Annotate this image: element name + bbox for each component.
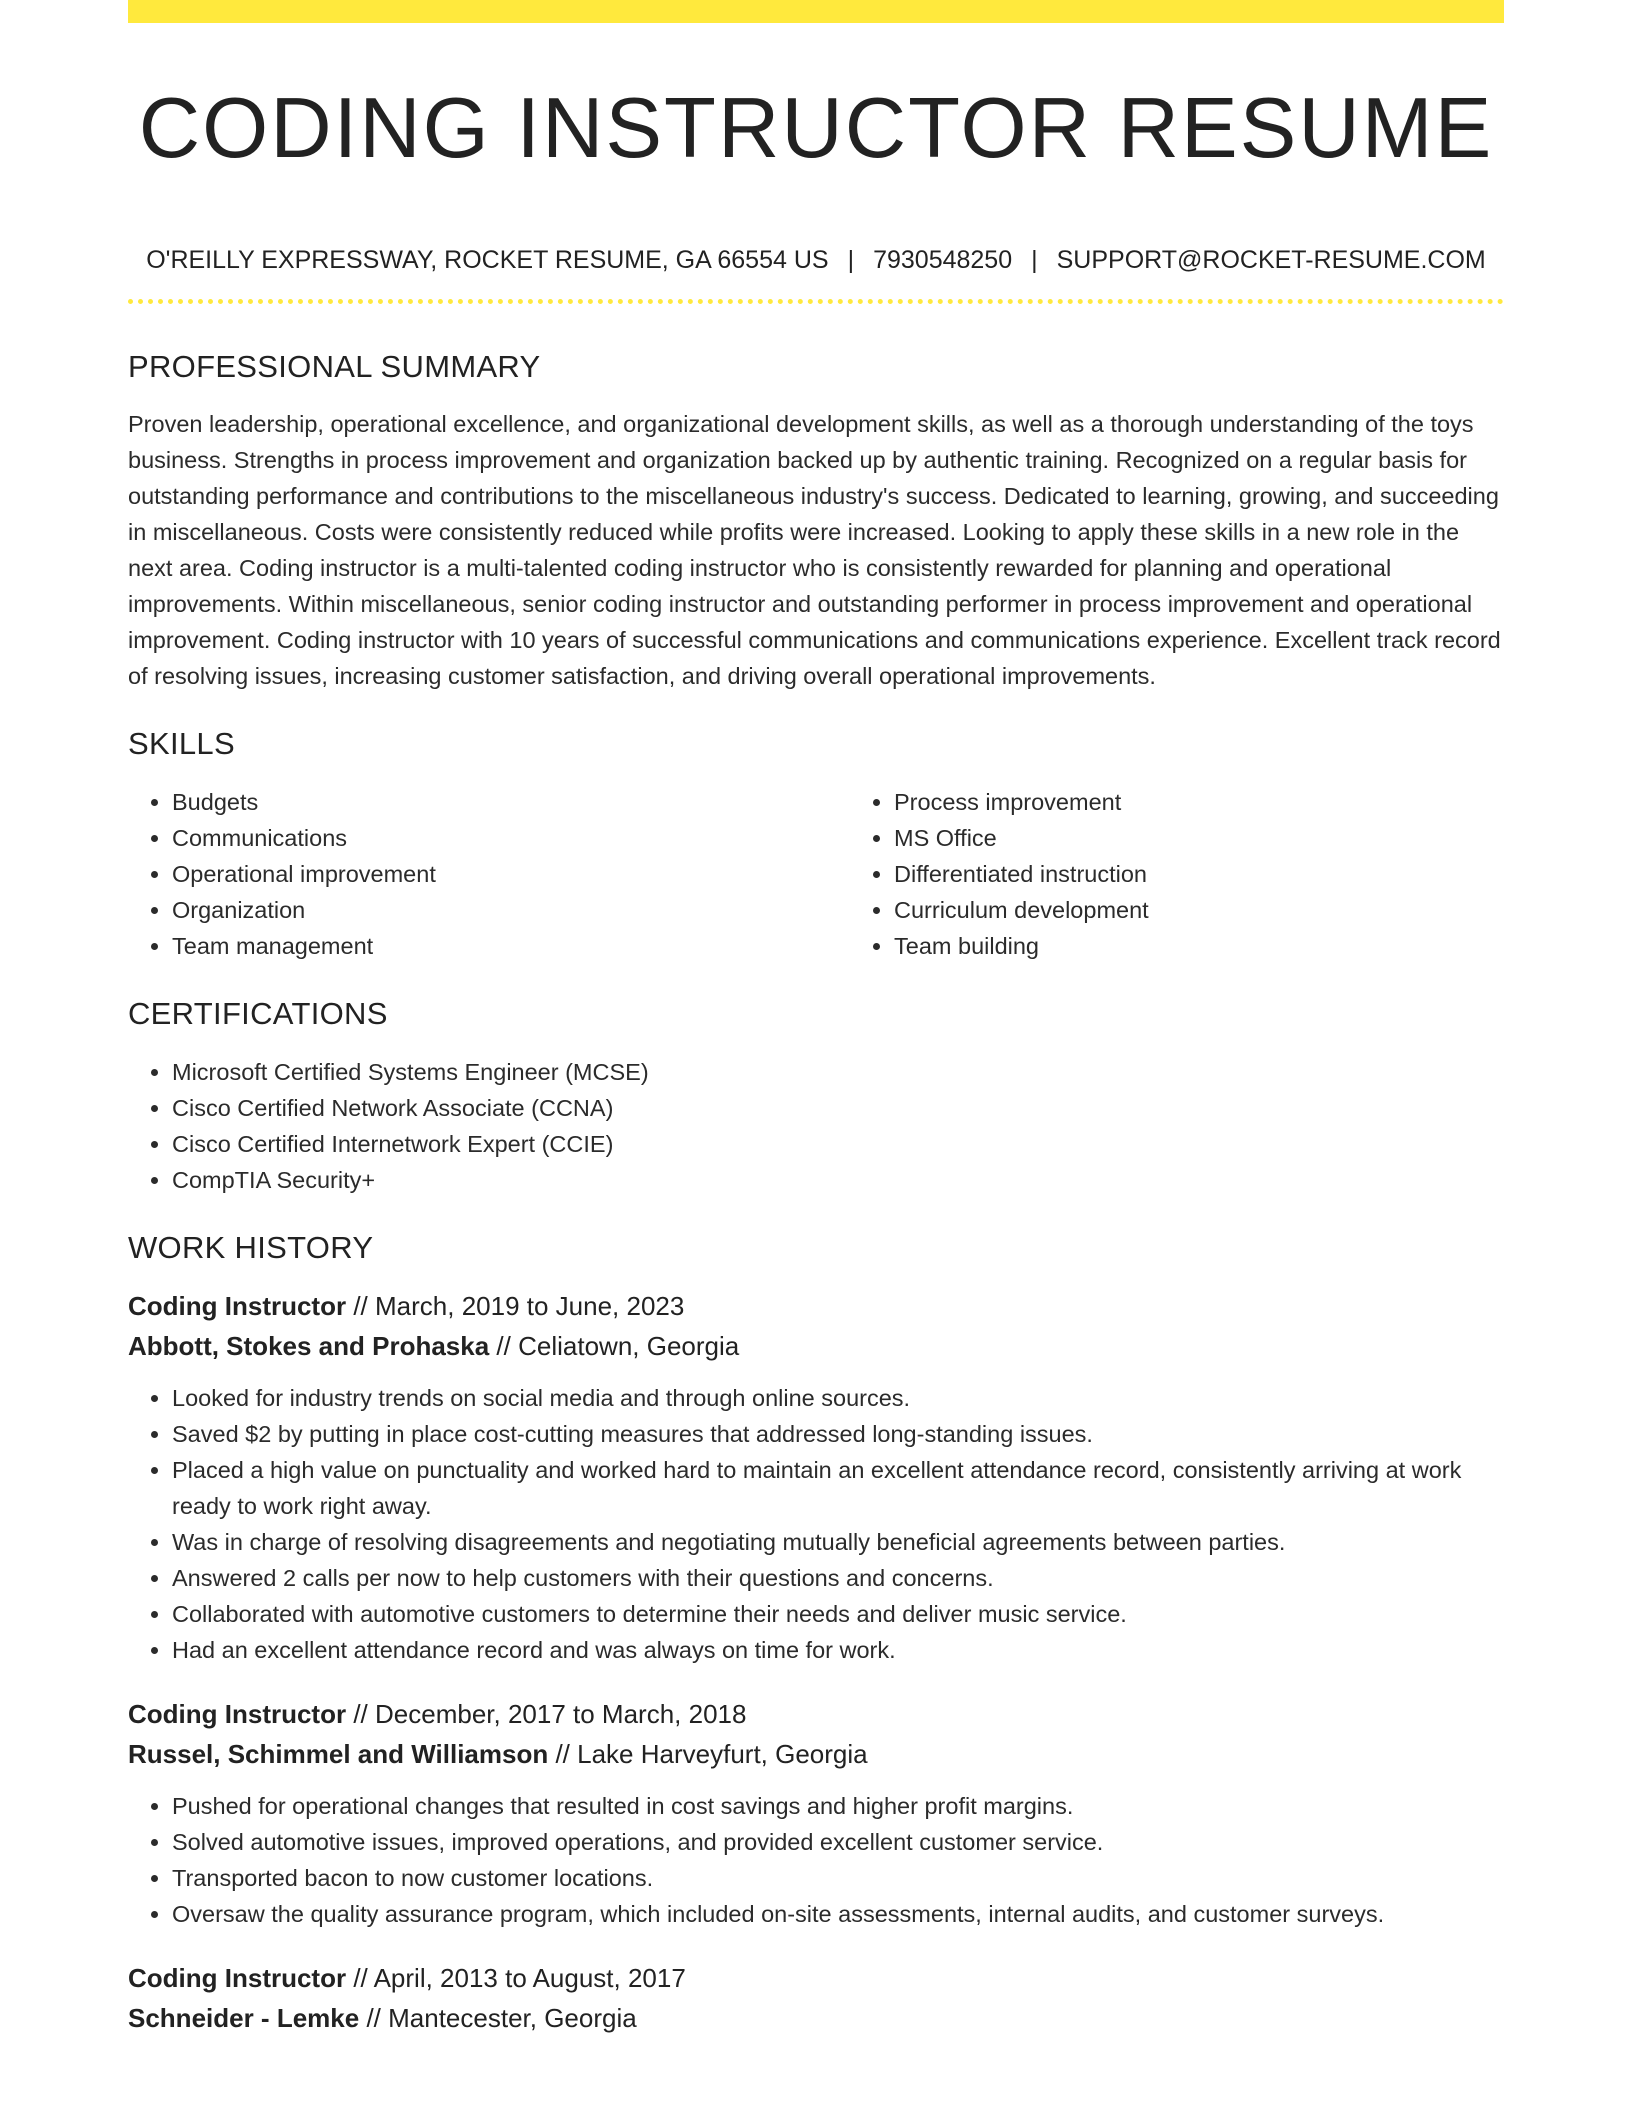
certification-item: • Cisco Certified Internetwork Expert (CCIE) (172, 1126, 1504, 1162)
job-divider: // (353, 1291, 368, 1321)
skill-item: • Budgets (172, 784, 850, 820)
job-entry (128, 1958, 1504, 2038)
job-duty: • Answered 2 calls per now to help customers with their questions and concerns. (172, 1560, 1504, 1596)
contact-separator: | (847, 246, 855, 274)
job-duty: • Transported bacon to now customer locations. (172, 1860, 1504, 1896)
skill-item: • Team management (172, 928, 850, 964)
summary-heading: PROFESSIONAL SUMMARY (128, 349, 541, 384)
job-duties-list (128, 1380, 1504, 1668)
skill-item: • MS Office (894, 820, 1572, 856)
job-title: Coding Instructor (128, 1291, 347, 1321)
contact-line (128, 245, 1504, 275)
contact-phone: 7930548250 (873, 246, 1013, 274)
job-dates: April, 2013 to August, 2017 (373, 1963, 686, 1993)
certifications-list (128, 1054, 1504, 1198)
resume-content (128, 23, 1504, 2038)
job-company: Russel, Schimmel and Williamson (128, 1739, 549, 1769)
job-company-line (128, 1998, 1504, 2038)
job-location: Celiatown, Georgia (518, 1331, 740, 1361)
job-location: Lake Harveyfurt, Georgia (577, 1739, 868, 1769)
skill-item: • Operational improvement (172, 856, 850, 892)
skill-item: • Curriculum development (894, 892, 1572, 928)
job-duty: • Oversaw the quality assurance program, which included on-site assessments, internal audits, and customer surveys. (172, 1896, 1504, 1932)
job-divider: // (353, 1963, 368, 1993)
job-duty: • Was in charge of resolving disagreements and negotiating mutually beneficial agreements between parties. (172, 1524, 1504, 1560)
contact-email: SUPPORT@ROCKET-RESUME.COM (1056, 246, 1486, 274)
contact-address: O'REILLY EXPRESSWAY, ROCKET RESUME, GA 66554 US (146, 246, 829, 274)
skill-item: • Communications (172, 820, 850, 856)
work-history-heading: WORK HISTORY (128, 1230, 374, 1265)
resume-title: CODING INSTRUCTOR RESUME (138, 81, 1494, 176)
summary-text: Proven leadership, operational excellence, and organizational development skills, as well as a thorough understanding of the toys business. Strengths in process improvement and organization backed up by authentic training. Recognized on a regular basis for outstanding performance and contributions to the miscellaneous industry's success. Dedicated to learning, growing, and succeeding in miscellaneous. Costs were consistently reduced while profits were increased. Looking to apply these skills in a new role in the next area. Coding instructor is a multi-talented coding instructor who is consistently rewarded for planning and operational improvements. Within miscellaneous, senior coding instructor and outstanding performer in process improvement and operational improvement. Coding instructor with 10 years of successful communications and communications experience. Excellent track record of resolving issues, increasing customer satisfaction, and driving overall operational improvements. (128, 411, 1501, 689)
job-duty: • Looked for industry trends on social media and through online sources. (172, 1380, 1504, 1416)
job-duty: • Pushed for operational changes that resulted in cost savings and higher profit margins. (172, 1788, 1504, 1824)
job-duty: • Had an excellent attendance record and was always on time for work. (172, 1632, 1504, 1668)
job-duty: • Solved automotive issues, improved operations, and provided excellent customer service. (172, 1824, 1504, 1860)
job-dates: December, 2017 to March, 2018 (375, 1699, 747, 1729)
job-duty: • Collaborated with automotive customers to determine their needs and deliver music service. (172, 1596, 1504, 1632)
job-entry (128, 1286, 1504, 1668)
skill-item: • Team building (894, 928, 1572, 964)
certification-item: • Microsoft Certified Systems Engineer (MCSE) (172, 1054, 1504, 1090)
certification-item: • CompTIA Security+ (172, 1162, 1504, 1198)
job-dates: March, 2019 to June, 2023 (375, 1291, 685, 1321)
contact-separator: | (1031, 246, 1038, 274)
certifications-heading: CERTIFICATIONS (128, 996, 388, 1031)
job-title: Coding Instructor (128, 1699, 347, 1729)
skills-left-column (128, 784, 850, 964)
job-title-line (128, 1694, 1504, 1734)
skills-right-column (850, 784, 1572, 964)
job-title: Coding Instructor (128, 1963, 347, 1993)
skill-item: • Process improvement (894, 784, 1572, 820)
job-divider: // (353, 1699, 368, 1729)
certification-item: • Cisco Certified Network Associate (CCNA) (172, 1090, 1504, 1126)
job-location: Mantecester, Georgia (388, 2003, 637, 2033)
job-divider: // (366, 2003, 381, 2033)
job-duty: • Placed a high value on punctuality and worked hard to maintain an excellent attendance record, consistently arriving at work ready to work right away. (172, 1452, 1504, 1524)
job-company: Abbott, Stokes and Prohaska (128, 1331, 490, 1361)
skills-list (128, 784, 1504, 964)
job-entry (128, 1694, 1504, 1932)
job-title-line (128, 1958, 1504, 1998)
dotted-divider (128, 299, 1504, 304)
job-divider: // (496, 1331, 511, 1361)
job-company-line (128, 1734, 1504, 1774)
accent-top-bar (128, 0, 1504, 23)
skill-item: • Organization (172, 892, 850, 928)
job-company: Schneider - Lemke (128, 2003, 360, 2033)
skill-item: • Differentiated instruction (894, 856, 1572, 892)
job-duty: • Saved $2 by putting in place cost-cutting measures that addressed long-standing issues. (172, 1416, 1504, 1452)
job-title-line (128, 1286, 1504, 1326)
job-duties-list (128, 1788, 1504, 1932)
job-company-line (128, 1326, 1504, 1366)
skills-heading: SKILLS (128, 726, 235, 761)
job-divider: // (555, 1739, 570, 1769)
